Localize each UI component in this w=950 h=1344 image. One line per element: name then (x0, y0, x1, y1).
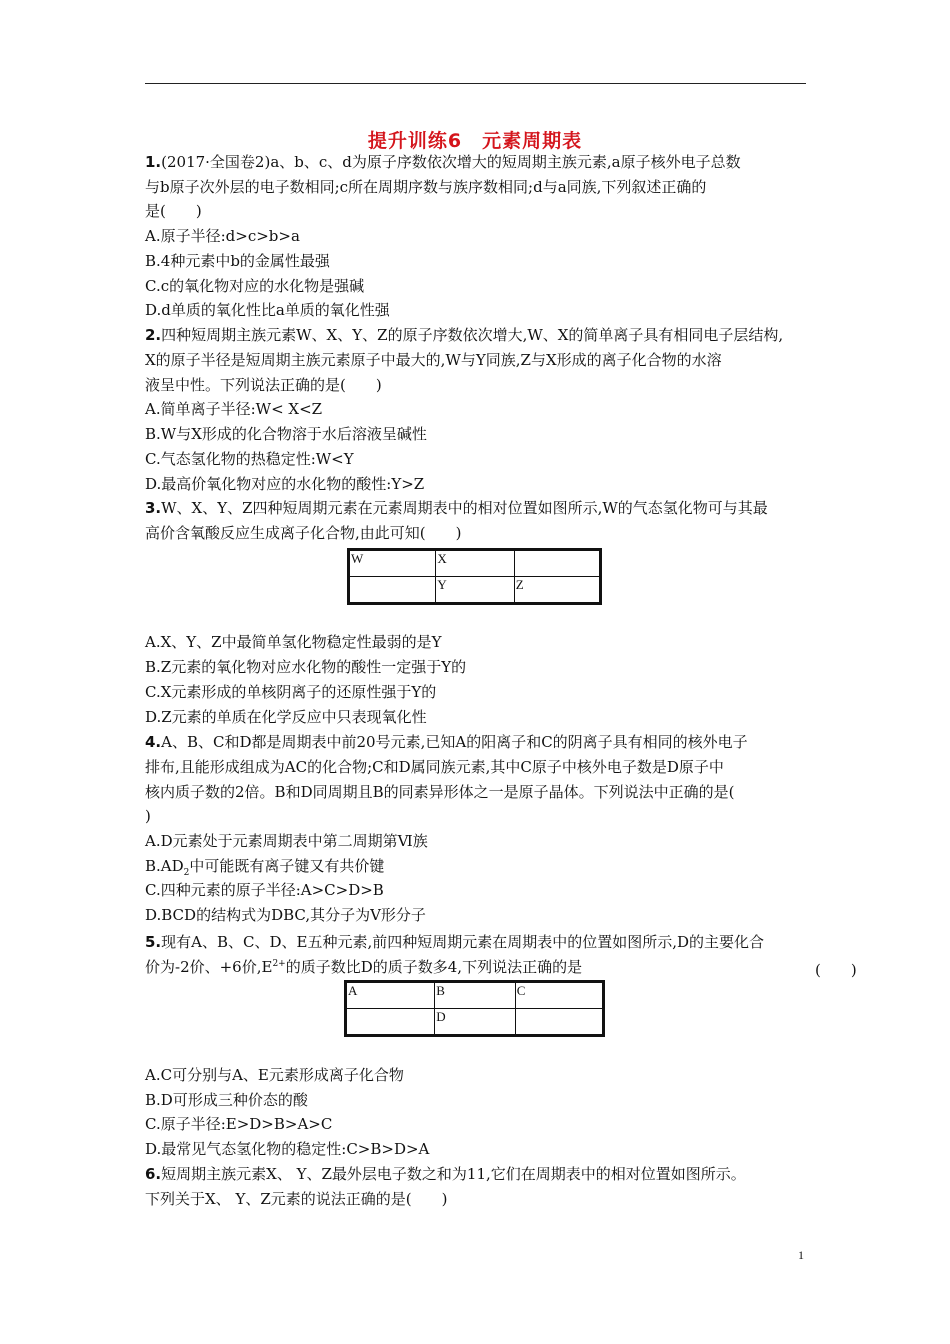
table-cell (349, 577, 436, 604)
question-3-option-d: D.Z元素的单质在化学反应中只表现氧化性 (145, 708, 427, 726)
question-number: 1. (145, 153, 162, 171)
question-2-option-c: C.气态氢化物的热稳定性:W<Y (145, 450, 354, 468)
question-2-option-d: D.最高价氧化物对应的水化物的酸性:Y>Z (145, 475, 425, 493)
question-1-option-b: B.4种元素中b的金属性最强 (145, 252, 330, 270)
table-cell: Y (436, 577, 514, 604)
question-4-line-3: 核内质子数的2倍。B和D同周期且B的同素异形体之一是原子晶体。下列说法中正确的是( (145, 783, 735, 801)
question-5-option-a: A.C可分别与A、E元素形成离子化合物 (145, 1066, 404, 1084)
question-1-line-2: 与b原子次外层的电子数相同;c所在周期序数与族序数相同;d与a同族,下列叙述正确的 (145, 178, 707, 196)
table-cell (514, 550, 600, 577)
header-rule (145, 83, 806, 84)
question-number: 2. (145, 326, 162, 344)
question-number: 4. (145, 733, 162, 751)
question-3-line-2: 高价含氧酸反应生成离子化合物,由此可知( ) (145, 524, 462, 542)
question-5-option-c: C.原子半径:E>D>B>A>C (145, 1115, 333, 1133)
question-3-line-1: 3.W、X、Y、Z四种短周期元素在元素周期表中的相对位置如图所示,W的气态氢化物可与其最 (145, 499, 768, 517)
question-2-line-1: 2.四种短周期主族元素W、X、Y、Z的原子序数依次增大,W、X的简单离子具有相同电子层结构, (145, 326, 784, 344)
question-2-option-b: B.W与X形成的化合物溶于水后溶液呈碱性 (145, 425, 427, 443)
table-cell: A (346, 982, 435, 1009)
question-4-option-c: C.四种元素的原子半径:A>C>D>B (145, 881, 384, 899)
table-cell: C (515, 982, 603, 1009)
question-1-option-c: C.c的氧化物对应的水化物是强碱 (145, 277, 365, 295)
question-number: 5. (145, 933, 162, 951)
question-4-line-1: 4.A、B、C和D都是周期表中前20号元素,已知A的阳离子和C的阴离子具有相同的核外电子 (145, 733, 748, 751)
question-1-option-d: D.d单质的氧化性比a单质的氧化性强 (145, 301, 390, 319)
question-3-option-c: C.X元素形成的单核阴离子的还原性强于Y的 (145, 683, 437, 701)
question-5-line-1: 5.现有A、B、C、D、E五种元素,前四种短周期元素在周期表中的位置如图所示,D的主要化合 (145, 933, 765, 951)
table-cell (346, 1009, 435, 1036)
question-number: 3. (145, 499, 162, 517)
table-cell: X (436, 550, 514, 577)
periodic-position-table-q5 (344, 980, 605, 1037)
question-5-option-d: D.最常见气态氢化物的稳定性:C>B>D>A (145, 1140, 430, 1158)
question-4-option-b: $B.AD_2$中可能既有离子键又有共价键 (145, 857, 385, 878)
question-1-line-1: 1.(2017·全国卷2)a、b、c、d为原子序数依次增大的短周期主族元素,a原子核外电子总数 (145, 153, 741, 171)
question-5-line-2: 价为-2价、+6价$,E^{2+}$的质子数比D的质子数多4,下列说法正确的是 (145, 958, 583, 976)
periodic-position-table-q3 (347, 548, 602, 605)
table-cell: B (435, 982, 515, 1009)
question-4-option-d: D.BCD的结构式为DBC,其分子为V形分子 (145, 906, 426, 924)
question-6-line-1: 6.短周期主族元素X、 Y、Z最外层电子数之和为11,它们在周期表中的相对位置如图所示。 (145, 1165, 746, 1183)
question-3-option-a: A.X、Y、Z中最简单氢化物稳定性最弱的是Y (145, 633, 442, 651)
question-4-line-2: 排布,且能形成组成为AC的化合物;C和D属同族元素,其中C原子中核外电子数是D原子中 (145, 758, 724, 776)
table-cell: W (349, 550, 436, 577)
answer-parentheses: ( ) (815, 961, 857, 979)
page-number: 1 (798, 1248, 804, 1262)
page-title: 提升训练6 元素周期表 (367, 130, 583, 152)
question-5-option-b: B.D可形成三种价态的酸 (145, 1091, 308, 1109)
question-2-line-3: 液呈中性。下列说法正确的是( ) (145, 376, 382, 394)
question-2-option-a: A.简单离子半径:W< X<Z (145, 400, 323, 418)
question-6-line-2: 下列关于X、 Y、Z元素的说法正确的是( ) (145, 1190, 448, 1208)
table-cell (515, 1009, 603, 1036)
question-2-line-2: X的原子半径是短周期主族元素原子中最大的,W与Y同族,Z与X形成的离子化合物的水溶 (145, 351, 722, 369)
question-4-line-4: ) (145, 807, 151, 825)
question-number: 6. (145, 1165, 162, 1183)
table-cell: D (435, 1009, 515, 1036)
question-3-option-b: B.Z元素的氧化物对应水化物的酸性一定强于Y的 (145, 658, 467, 676)
table-cell: Z (514, 577, 600, 604)
question-4-option-a: A.D元素处于元素周期表中第二周期第Ⅵ族 (145, 832, 428, 850)
question-1-line-3: 是( ) (145, 202, 202, 220)
question-1-option-a: A.原子半径:d>c>b>a (145, 227, 300, 245)
